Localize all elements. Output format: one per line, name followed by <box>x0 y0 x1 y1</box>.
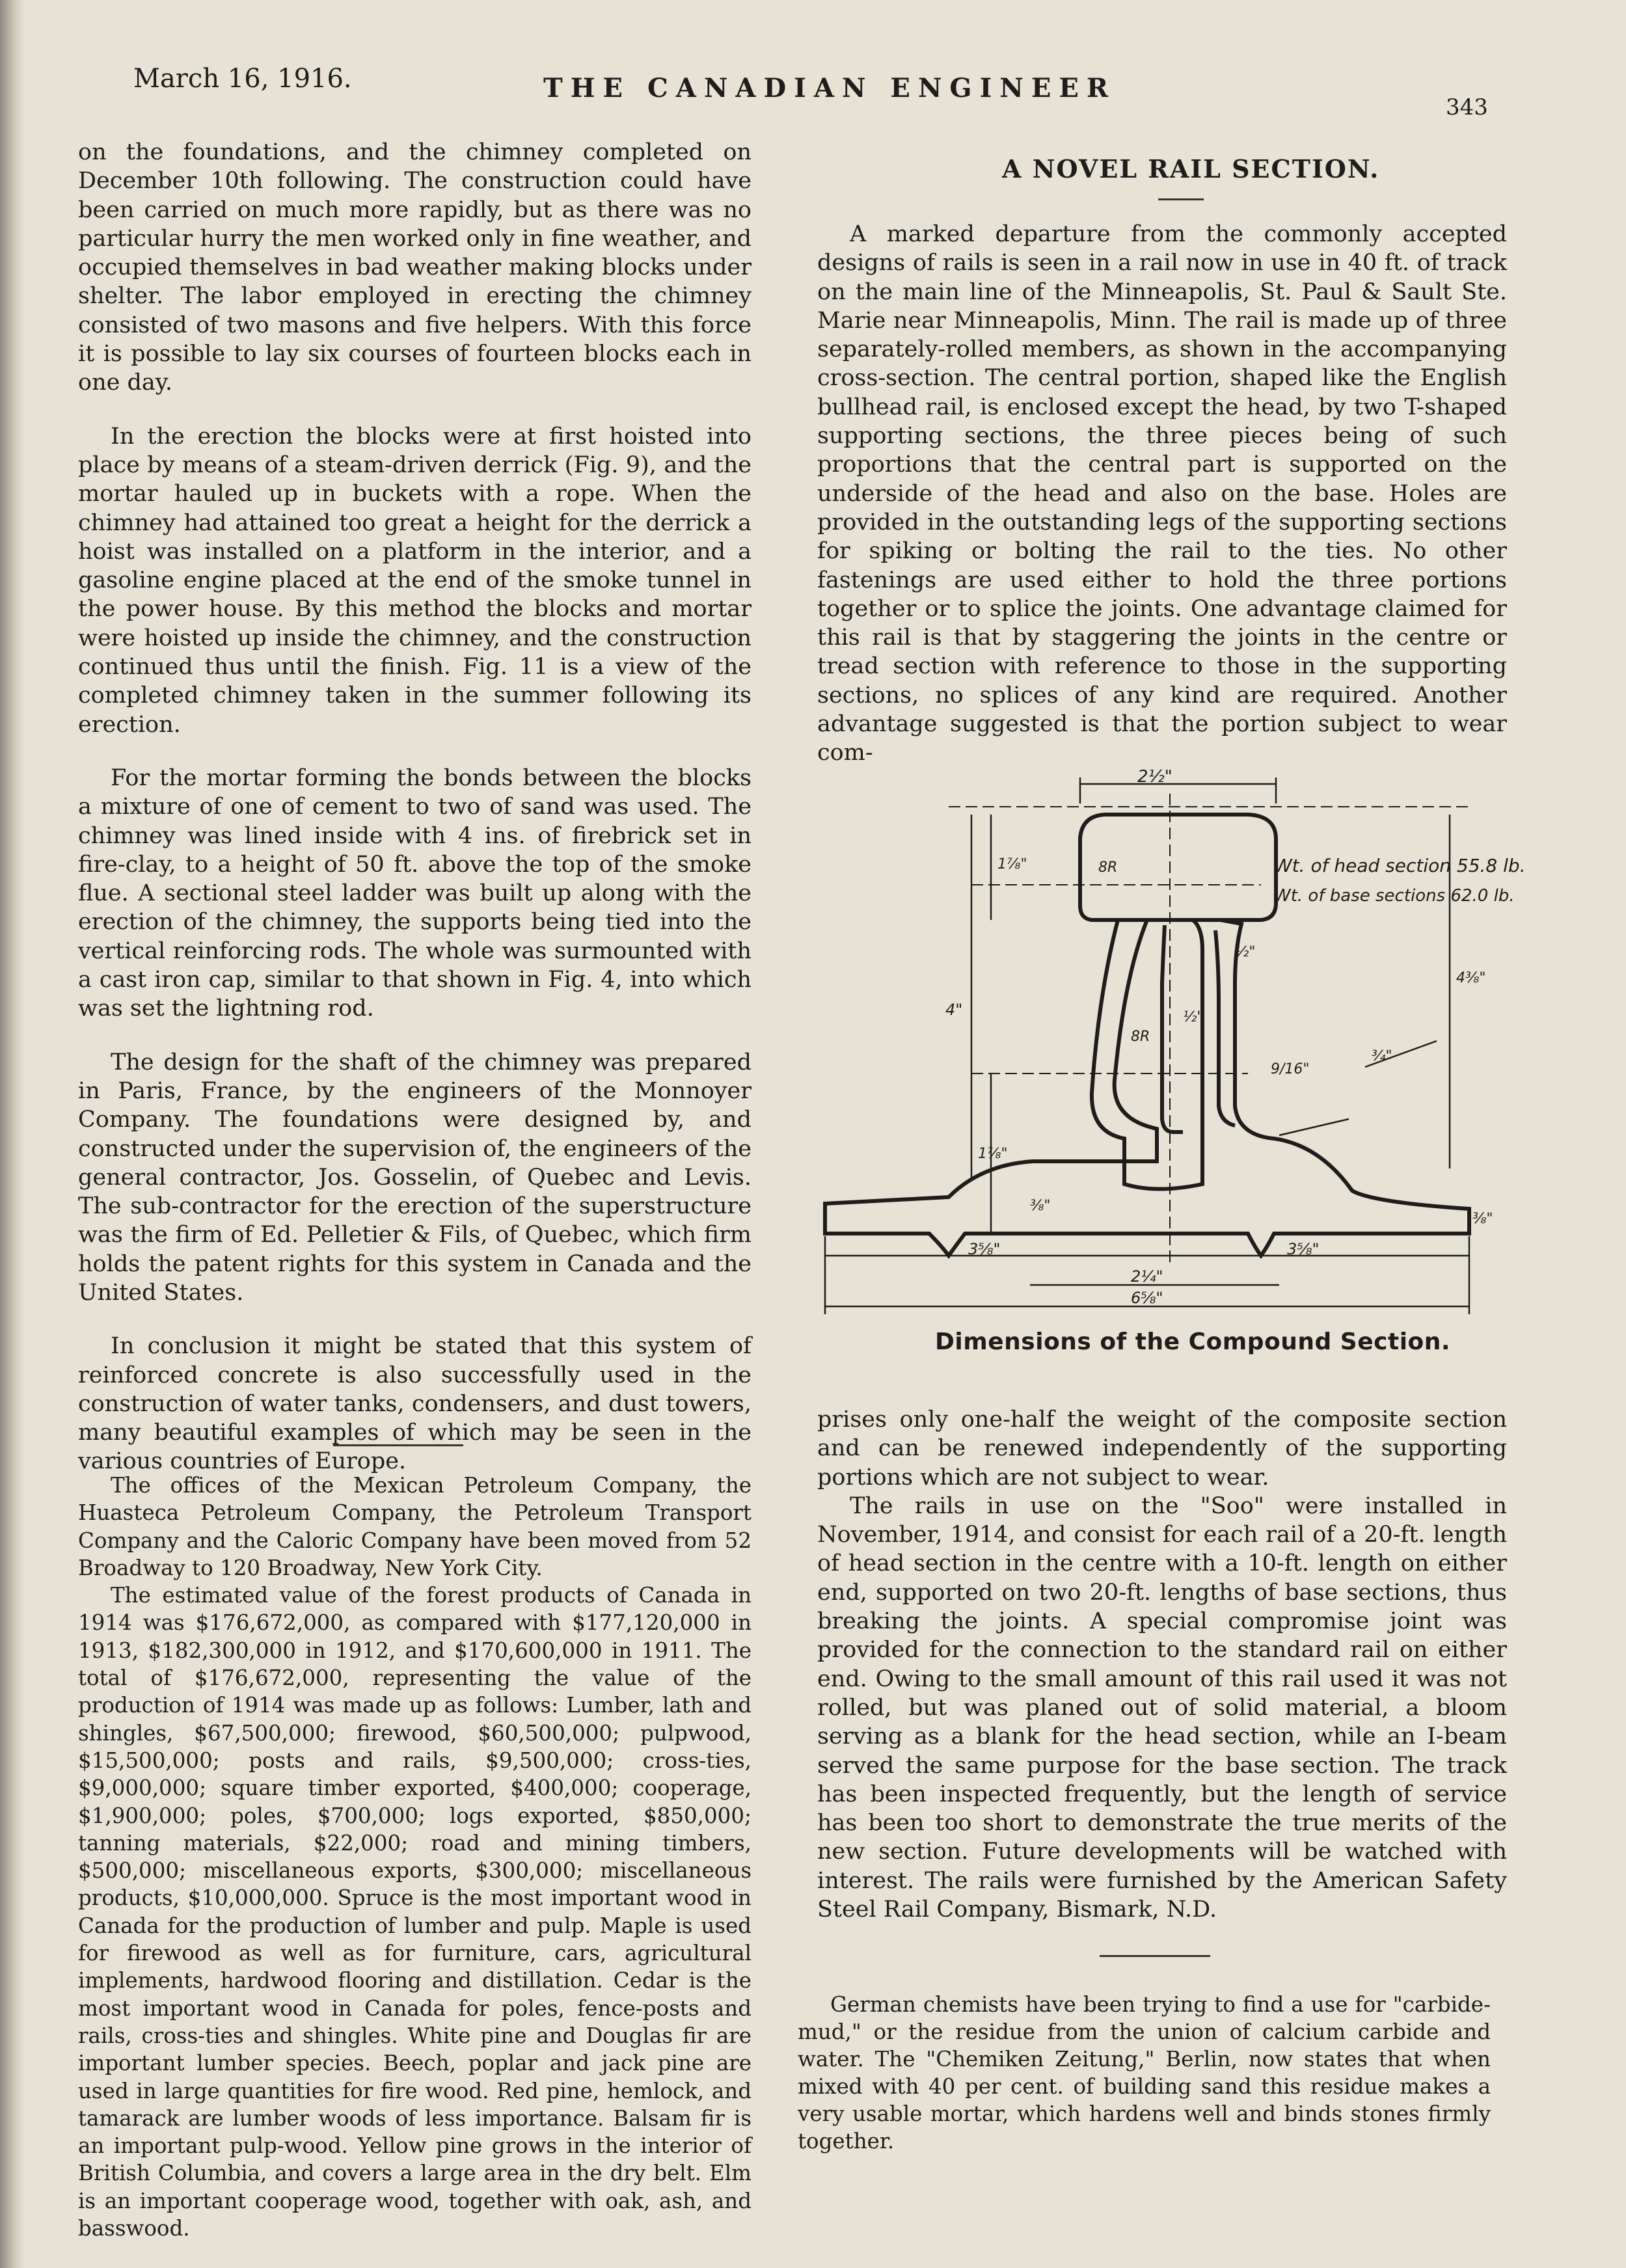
article-paragraph: In the erection the blocks were at first hoisted into place by means of a steam-driven derrick (Fig. 9), and the mortar hauled up in buckets with a rope. When the chimney had attained too great a height for the derrick a hoist was installed on a platform in the interior, and a gasoline engine placed at the end of the smoke tunnel in the power house. By this method the blocks and mortar were hoisted up inside the chimney, and the construction continued thus until the finish. Fig. 11 is a view of the completed chimney taken in the summer following its erection. <box>78 423 752 738</box>
article-paragraph: prises only one-half the weight of the composite section and can be renewed independently of the supporting portions which are not subject to wear. <box>817 1407 1507 1491</box>
issue-date: March 16, 1916. <box>133 64 352 94</box>
left-flange-dimension: 3⅝" <box>968 1240 1001 1258</box>
neck-left-dimension: 9/16" <box>1271 1061 1310 1077</box>
news-item: German chemists have been trying to find a use for "carbide-mud," or the residue from the union of calcium carbide and water. The "Chemiken Zeitung," Berlin, now states that when mixed with 40 per cent. of building sand this residue makes a very usable mortar, which hardens well and binds stones firmly together. <box>798 1992 1491 2153</box>
rail-cross-section-drawing <box>819 767 1526 1307</box>
news-item: The offices of the Mexican Petroleum Company, the Huasteca Petroleum Company, the Petroleum Transport Company and the Caloric Company have been moved from 52 Broadway to 120 Broadway, New York City. <box>78 1473 752 1580</box>
section-divider <box>1100 1955 1210 1957</box>
web-offset-dimension: ½" <box>1235 944 1256 960</box>
title-underline <box>1158 198 1204 200</box>
page-gutter-shadow <box>0 0 25 2268</box>
figure-caption: Dimensions of the Compound Section. <box>935 1329 1451 1355</box>
news-item: The estimated value of the forest products of Canada in 1914 was $176,672,000, as compared with $177,120,000 in 1913, $182,300,000 in 1912, and $170,600,000 in 1911. The total of $176,672,000, representing the value of the production of 1914 was made up as follows: Lumber, lath and shingles, $67,500,000; firewood, $60,500,000; pulpwood, $15,500,000; posts and rails, $9,500,000; cross-ties, $9,000,000; square timber exported, $400,000; cooperage, $1,900,000; poles, $700,000; logs exported, $850,000; tanning materials, $22,000; road and mining timbers, $500,000; miscellaneous exports, $300,000; miscellaneous products, $10,000,000. Spruce is the most important wood in Canada for the production of lumber and pulp. Maple is used for firewood as well as for furniture, cars, agricultural implements, hardwood flooring and distillation. Cedar is the most important wood in Canada for poles, fence-posts and rails, cross-ties and shingles. White pine and Douglas fir are important lumber species. Beech, poplar and jack pine are used in large quantities for fire wood. Red pine, hemlock, and tamarack are lumber woods of less importance. Balsam fir is an important pulp-wood. Yellow pine grows in the interior of British Columbia, and covers a large area in the dry belt. Elm is an important cooperage wood, together with oak, ash, and basswood. <box>78 1583 752 2241</box>
head-depth-dimension: 1⅞" <box>997 856 1027 872</box>
news-item-right <box>798 1991 1491 2155</box>
article-paragraph: on the foundations, and the chimney completed on December 10th following. The construction could have been carried on much more rapidly, but as there was no particular hurry the men worked only in fine weather, and occupied themselves in bad weather making blocks under shelter. The labor employed in erecting the chimney consisted of two masons and five helpers. With this force it is possible to lay six courses of fourteen blocks each in one day. <box>78 139 752 396</box>
journal-title: THE CANADIAN ENGINEER <box>543 73 1117 103</box>
base-gap-dimension: ⅜" <box>1030 1198 1051 1214</box>
rail-cross-section-figure <box>819 767 1526 1307</box>
flange-thickness-dimension: ⅜" <box>1472 1211 1493 1227</box>
inner-radius-dimension: 8R <box>1131 1029 1150 1045</box>
news-items-left <box>78 1472 752 2242</box>
inner-right-web <box>1215 930 1235 1126</box>
chimney-article-continuation <box>78 138 752 1501</box>
article-paragraph: For the mortar forming the bonds between the blocks a mixture of one of cement to two of sand was used. The chimney was lined inside with 4 ins. of firebrick set in fire-clay, to a height of 50 ft. above the top of the smoke flue. A sectional steel ladder was built up along with the erection of the chimney, the supports being tied into the vertical reinforcing rods. The whole was surmounted with a cast iron cap, similar to that shown in Fig. 4, into which was set the lightning rod. <box>78 764 752 1022</box>
article-paragraph: A marked departure from the commonly accepted designs of rails is seen in a rail now in use in 40 ft. of track on the main line of the Minneapolis, St. Paul & Sault Ste. Marie near Minneapolis, Minn. The rail is made up of three separately-rolled members, as shown in the accompanying cross-section. The central portion, shaped like the English bullhead rail, is enclosed except the head, by two T-shaped supporting sections, the three pieces being of such proportions that the central part is supported on the underside of the head and also on the base. Holes are provided in the outstanding legs of the supporting sections for spiking or bolting the rail to the ties. No other fastenings are used either to hold the three portions together or to splice the joints. One advantage claimed for this rail is that by staggering the joints in the centre or tread section with reference to those in the supporting sections, no splices of any kind are required. Another advantage suggested is that the portion subject to wear com- <box>817 221 1507 766</box>
base-weight-label: Wt. of base sections 62.0 lb. <box>1274 886 1515 906</box>
neck-right-dimension: ¾" <box>1372 1048 1392 1064</box>
right-height-dimension: 4⅜" <box>1456 970 1486 986</box>
rail-article-continued <box>817 1405 1507 1924</box>
lower-height-dimension: 1⅞" <box>978 1146 1008 1162</box>
top-width-dimension: 2½" <box>1137 767 1172 787</box>
right-flange-dimension: 3⅝" <box>1287 1240 1320 1258</box>
web-width-dimension: ½" <box>1183 1009 1204 1025</box>
page-number: 343 <box>1446 94 1488 120</box>
article-paragraph: The design for the shaft of the chimney was prepared in Paris, France, by the engineers of the Monnoyer Company. The foundations were designed by, and constructed under the supervision of, the engineers of the general contractor, Jos. Gosselin, of Quebec and Levis. The sub-contractor for the erection of the superstructure was the firm of Ed. Pelletier & Fils, of Quebec, which firm holds the patent rights for this system in Canada and the United States. <box>78 1049 752 1306</box>
total-height-dimension: 4" <box>945 1001 963 1019</box>
head-weight-label: Wt. of head section 55.8 lb. <box>1274 855 1526 876</box>
article-title: A NOVEL RAIL SECTION. <box>1002 154 1380 183</box>
head-radius-dimension: 8R <box>1098 859 1118 876</box>
article-paragraph: The rails in use on the "Soo" were installed in November, 1914, and consist for each rail of a 20-ft. length of head section in the centre with a 10-ft. length on either end, supported on two 20-ft. lengths of base sections, thus breaking the joints. A special compromise joint was provided for the connection to the standard rail on either end. Owing to the small amount of this rail used it was not rolled, but was planed out of solid material, a bloom serving as a blank for the head section, while an I-beam served the same purpose for the base section. The track has been inspected frequently, but the length of service has been too short to demonstrate the true merits of the new section. Future developments will be watched with interest. The rails were furnished by the American Safety Steel Rail Company, Bismark, N.D. <box>817 1492 1507 1923</box>
rail-article-intro <box>817 220 1507 768</box>
center-base-dimension: 2¼" <box>1131 1267 1163 1286</box>
article-paragraph: In conclusion it might be stated that this system of reinforced concrete is also successfully used in the construction of water tanks, condensers, and dust towers, many beautiful examples of which may be seen in the various countries of Europe. <box>78 1333 752 1475</box>
total-base-dimension: 6⅝" <box>1131 1289 1163 1307</box>
section-divider <box>333 1444 463 1446</box>
